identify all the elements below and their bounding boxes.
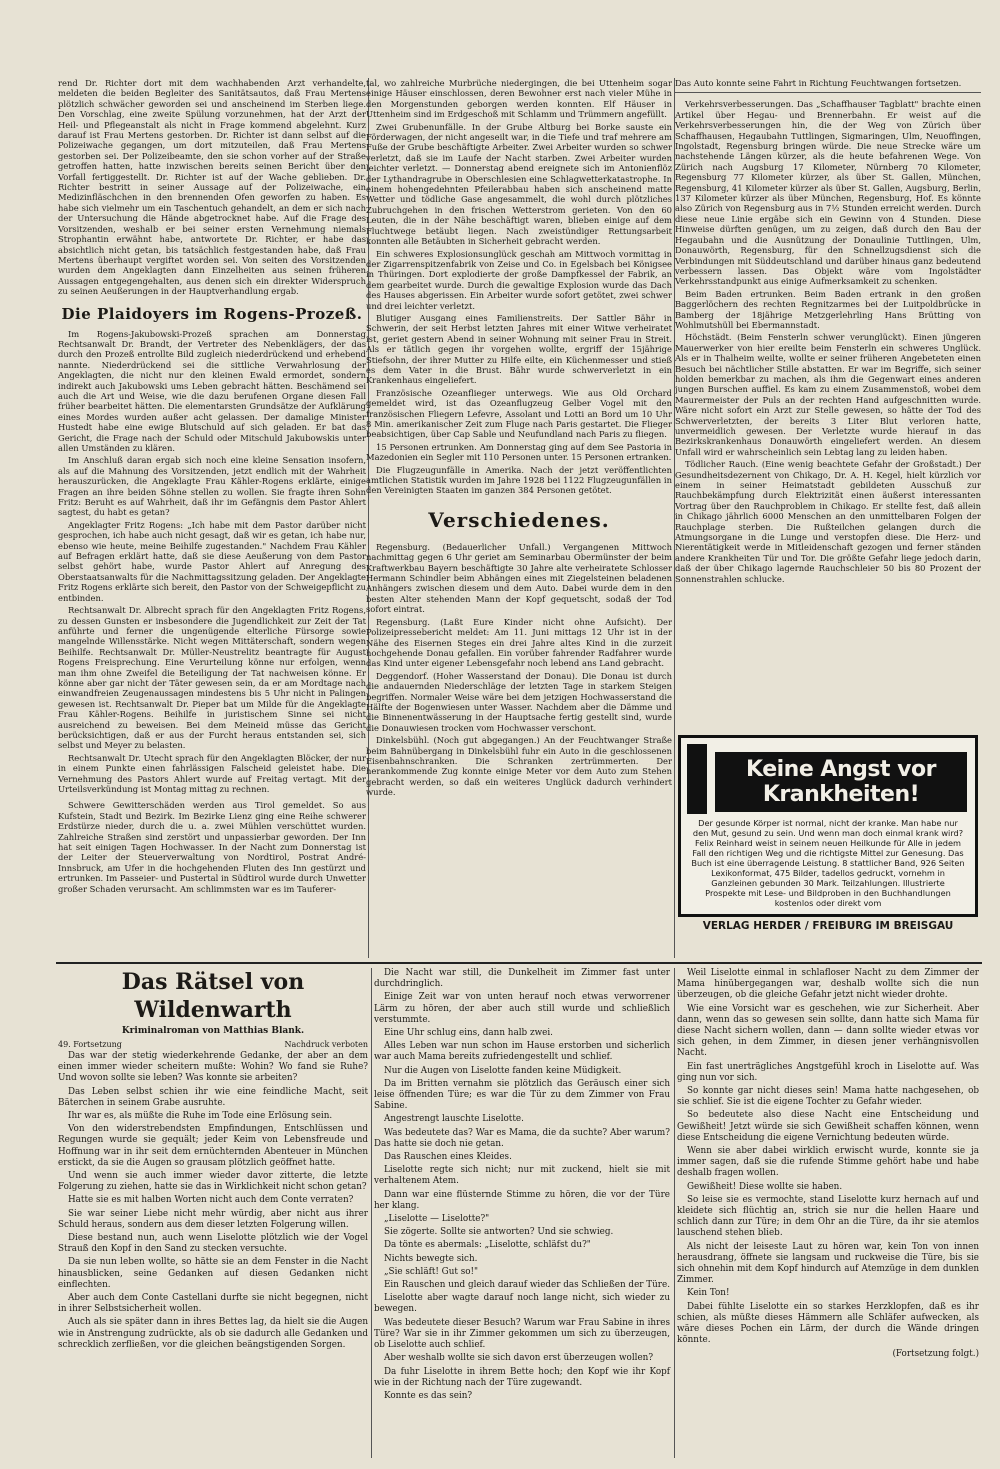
novel-paragraph: Einige Zeit war von unten herauf noch etwas verworrener Lärm zu hören, der aber auch still wurde und schließlich verstummte.	[374, 992, 670, 1025]
novel-paragraph: Aber auch dem Conte Castellani durfte sie nicht begegnen, nicht in ihrer Selbstsicherheit wollen.	[58, 1293, 368, 1315]
article-paragraph: Rechtsanwalt Dr. Albrecht sprach für den Angeklagten Fritz Rogens, zu dessen Gunsten er insbesondere die Jugendlichkeit zur Zeit der Tat anführte und ferner die ungenügende elterliche Fürsorge sowie mangelnde Willensstärke. Nicht wegen Mittäterschaft, sondern wegen Beihilfe. Rechtsanwalt Dr. Müller-Neustrelitz beantragte für August Rogens Freisprechung. Eine Verurteilung könne nur erfolgen, wenn man ihm ohne Zweifel die Beteiligung der Tat nachweisen könne. Er könne aber gar nicht der Täter gewesen sein, da er am Mordtage nach einwandfreien Zeugenaussagen mindestens bis 5 Uhr nicht in Palingen gewesen ist. Rechtsanwalt Dr. Pieper bat um Milde für die Angeklagte Frau Kähler-Rogens. Beihilfe in juristischem Sinne sei nicht ausreichend zu beweisen. Bei dem Meineid müsse das Gericht berücksichtigen, daß er aus der Furcht heraus entstanden sei, sich selbst und Meyer zu belasten.	[58, 605, 366, 751]
novel-paragraph: Ein fast unerträgliches Angstgefühl kroch in Liselotte auf. Was ging nun vor sich.	[677, 1061, 979, 1083]
column-1	[58, 78, 366, 958]
article-paragraph: Das Auto konnte seine Fahrt in Richtung Feuchtwangen fortsetzen.	[675, 78, 962, 88]
novel-paragraph: Kein Ton!	[687, 1288, 730, 1299]
novel-paragraph: Alles Leben war nun schon im Hause erstorben und sicherlich war auch Mama bereits zufriedengestellt und schlief.	[374, 1041, 670, 1063]
novel-paragraph: Auch als sie später dann in ihres Bettes lag, da hielt sie die Augen wie in Anstrengung zudrückte, als ob sie dadurch alle Gedanken und schrecklich zerfließen, vor die gleichen beängstigenden Sorgen.	[58, 1317, 368, 1350]
novel-paragraph: „Liselotte — Liselotte?"	[384, 1214, 490, 1225]
novel-paragraph: Ihr war es, als müßte die Ruhe im Tode eine Erlösung sein.	[68, 1111, 333, 1122]
article-paragraph: Schwere Gewitterschäden werden aus Tirol gemeldet. So aus Kufstein, Stadt und Bezirk. Im Bezirke Lienz ging eine Reihe schwerer Erdstürze nieder, durch die u. a. zwei Mühlen verschüttet wurden. Zahlreiche Straßen sind zerstört und unpassierbar geworden. Der Inn hat seit einigen Tagen Hochwasser. In der Nacht zum Donnerstag ist der Leiter der Steuerverwaltung von Nordtirol, Postrat André-Innsbruck, am Ufer in die hochgehenden Fluten des Inn gestürzt und ertrunken. Im Passeier- und Pustertal in Südtirol wurde durch Unwetter großer Schaden verursacht. Am schlimmsten war es im Tauferer-	[58, 800, 366, 894]
column-divider	[674, 968, 675, 1458]
article-paragraph: Rechtsanwalt Dr. Utecht sprach für den Angeklagten Blöcker, der nur in einem Punkte einen fahrlässigen Falscheid geleistet habe. Die Vernehmung des Pastors Ahlert wurde auf Freitag vertagt. Mit der Urteilsverkündung ist Montag mittag zu rechnen.	[58, 752, 366, 794]
novel-paragraph: Das war der stetig wiederkehrende Gedanke, der aber an dem einen immer wieder scheitern mußte: Wohin? Wo fand sie Ruhe? Und wovon sollte sie leben? Was konnte sie arbeiten?	[58, 1051, 368, 1084]
article-paragraph: Ein schweres Explosionsunglück geschah am Mittwoch vormittag in der Zigarrenspitzenfabrik von Zeise und Co. in Egelsbach bei Königsee in Thüringen. Dort explodierte der große Dampfkessel der Fabrik, an dem gearbeitet wurde. Durch die gewaltige Explosion wurde das Dach des Hauses abgerissen. Ein Arbeiter wurde sofort getötet, zwei schwer und drei leichter verletzt.	[366, 248, 672, 311]
advertisement[interactable]	[678, 735, 978, 932]
ad-publisher: VERLAG HERDER / FREIBURG IM BREISGAU	[687, 914, 969, 932]
article-paragraph: Dinkelsbühl. (Noch gut abgegangen.) An der Feuchtwanger Straße beim Bahnübergang in Dinkelsbühl fuhr ein Auto in die geschlossenen Eisenbahnschranken. Die Schranken zertrümmerten. Der herankommende Zug konnte einige Meter vor dem Auto zum Stehen gebracht werden, so daß ein weiteres Unglück dadurch verhindert wurde.	[366, 735, 672, 798]
article-paragraph: rend Dr. Richter dort mit dem wachhabenden Arzt verhandelte, meldeten die beiden Begleiter des Sanitätsautos, daß Frau Mertens plötzlich schwächer geworden sei und anscheinend im Sterben liege. Den Vorschlag, eine zweite Spülung vorzunehmen, hat der Arzt der Heil- und Pflegeanstalt als nicht in Frage kommend abgelehnt. Kurz darauf ist Frau Mertens gestorben. Dr. Richter ist dann selbst auf die Polizeiwache gegangen, um dort mitzuteilen, daß Frau Mertens gestorben sei. Der Polizeibeamte, den sie schon vorher auf der Straße getroffen hatten, hatte inzwischen bereits seinen Bericht über den Vorfall fertiggestellt. Dr. Richter ist auf der Wache geblieben. Dr. Richter bestritt in seiner Aussage auf der Polizeiwache, ein Medizinfläschchen in den brennenden Ofen geworfen zu haben. Es habe sich vielmehr um ein Taschentuch gehandelt, an dem er sich nach der Untersuchung die Hände abgetrocknet habe. Auf die Frage des Vorsitzenden, weshalb er bei seiner ersten Vernehmung niemals Strophantin erwähnt habe, antwortete Dr. Richter, er habe das absichtlich nicht getan, bis tatsächlich festgestanden habe, daß Frau Mertens überhaupt vergiftet worden sei. Von seiten des Vorsitzenden wurden dem Angeklagten dann Einzelheiten aus seinen früheren Aussagen entgegengehalten, aus denen sich ein direkter Widerspruch zu seinen Aeußerungen in der Hauptverhandlung ergab.	[58, 78, 366, 297]
ad-body: Der gesunde Körper ist normal, nicht der kranke. Man habe nur den Mut, gesund zu sein. Und wenn man doch einmal krank wird? Felix Reinhard weist in seinem neuen Heilkunde für Alle in jedem Fall den richtigen Weg und die richtigste Mittel zur Genesung. Das Buch ist eine überragende Leistung. 8 stattlicher Band, 926 Seiten Lexikonformat, 475 Bilder, tadellos gedruckt, vornehm in Ganzleinen gebunden 30 Mark. Teilzahlungen. Illustrierte Prospekte mit Lese- und Bildproben in den Buchhandlungen kostenlos oder direkt vom	[691, 818, 965, 908]
novel-paragraph: Liselotte regte sich nicht; nur mit zuckend, hielt sie mit verhaltenem Atem.	[374, 1165, 670, 1187]
novel-paragraph: Konnte es das sein?	[384, 1390, 473, 1401]
novel-paragraph: So konnte gar nicht dieses sein! Mama hatte nachgesehen, ob sie schlief. Sie ist die eigene Tochter zu Gefahr wieder.	[677, 1086, 979, 1108]
novel-paragraph: Weil Liselotte einmal in schlafloser Nacht zu dem Zimmer der Mama hinübergegangen war, deshalb wollte sich die nun überzeugen, ob die gleiche Gefahr jetzt nicht wieder drohte.	[677, 968, 979, 1001]
novel-paragraph: Die Nacht war still, die Dunkelheit im Zimmer fast unter durchdringlich.	[374, 968, 670, 990]
column-3	[675, 78, 981, 728]
section-heading: Verschiedenes.	[428, 507, 610, 532]
novel-paragraph: Nur die Augen von Liselotte fanden keine Müdigkeit.	[384, 1065, 622, 1076]
novel-paragraph: Ein Rauschen und gleich darauf wieder das Schließen der Türe.	[384, 1280, 671, 1291]
article-paragraph: 15 Personen ertrunken. Am Donnerstag ging auf dem See Pastoria in Mazedonien ein Segler mit 110 Personen unter. 15 Personen ertranken.	[366, 441, 672, 463]
novel-paragraph: Da im Britten vernahm sie plötzlich das Geräusch einer sich leise öffnenden Türe; es war die Tür zu dem Zimmer von Frau Sabine.	[374, 1078, 670, 1112]
novel-paragraph: Von den widerstrebendsten Empfindungen, Entschlüssen und Regungen wurde sie gequält; jeder Keim von Lebensfreude und Hoffnung war in ihr seit dem ernüchternden Abenteuer in München erstickt, da sie die Augen so grausam plötzlich geöffnet hatte.	[58, 1124, 368, 1168]
novel-paragraph: Diese bestand nun, auch wenn Liselotte plötzlich wie der Vogel Strauß den Kopf in den Sand zu stecken versuchte.	[58, 1233, 368, 1255]
novel-paragraph: Aber weshalb wollte sie sich davon erst überzeugen wollen?	[384, 1353, 654, 1364]
article-paragraph: Deggendorf. (Hoher Wasserstand der Donau). Die Donau ist durch die andauernden Niederschläge der letzten Tage in starkem Steigen begriffen. Normaler Weise wäre bei dem jetzigen Hochwasserstand die Hälfte der Bogenwiesen unter Wasser. Nachdem aber die Dämme und die Binnenentwässerung in der Hauptsache fertig gestellt sind, wurde die Donauwiesen trocken vom Hochwasser verschont.	[366, 670, 672, 733]
novel-paragraph: Sie war seiner Liebe nicht mehr würdig, aber nicht aus ihrer Schuld heraus, sondern aus dem dieser letzten Folgerung willen.	[58, 1208, 368, 1230]
ad-black-block	[687, 744, 707, 814]
divider	[675, 92, 981, 93]
article-paragraph: Angeklagter Fritz Rogens: „Ich habe mit dem Pastor darüber nicht gesprochen, ich habe auch nicht gesagt, daß wir es getan, ich habe nur, ebenso wie heute, meine Beihilfe zugestanden." Nachdem Frau Kähler auf Befragen erklärt hatte, daß sie diese Aeußerung von dem Pastor selbst gehört habe, wurde Pastor Ahlert auf Anregung des Oberstaatsanwalts für die Nachmittagssitzung geladen. Der Angeklagte Fritz Rogens erklärte sich bereit, den Pastor von der Schweigepflicht zu entbinden.	[58, 519, 366, 603]
novel-part: 49. Fortsetzung	[58, 1040, 122, 1049]
article-paragraph: Die Flugzeugunfälle in Amerika. Nach der jetzt veröffentlichten amtlichen Statistik wurden im Jahre 1928 bei 1122 Flugzeugunfällen in den Vereinigten Staaten im ganzen 384 Personen getötet.	[366, 464, 672, 496]
novel-paragraph: Da fuhr Liselotte in ihrem Bette hoch; den Kopf wie ihr Kopf wie in der Richtung nach der Türe zugewandt.	[374, 1366, 670, 1388]
article-paragraph: Blutiger Ausgang eines Familienstreits. Der Sattler Bähr in Schwerin, der seit Herbst letzten Jahres mit einer Witwe verheiratet ist, geriet gestern Abend in seiner Wohnung mit seiner Frau in Streit. Als er tätlich gegen ihr vorgehen wollte, ergriff der 15jährige Stiefsohn, der ihrer Mutter zu Hilfe eilte, ein Küchenmesser und stieß es dem Vater in die Brust. Bähr wurde schwerverletzt in ein Krankenhaus eingeliefert.	[366, 312, 672, 386]
article-paragraph: Im Rogens-Jakubowski-Prozeß sprachen am Donnerstag Rechtsanwalt Dr. Brandt, der Vertreter des Nebenklägers, der das durch den Prozeß entrollte Bild zugleich niederdrückend und erhebend nannte. Niederdrückend sei die sittliche Verwahrlosung der Angeklagten, die nicht nur den kleinen Ewald ermordet, sondern indirekt auch Jakubowski ums Leben gebracht hätten. Beschämend sei auch die Art und Weise, wie die dazu berufenen Organe diesen Fall früher bearbeitet hätten. Die elementarsten Grundsätze der Aufklärung eines Mordes wurden außer acht gelassen. Der damalige Minister Hustedt habe eine ewige Blutschuld auf sich geladen. Er bat das Gericht, die Frage nach der Schuld oder Mitschuld Jakubowskis unter allen Umständen zu klären.	[58, 328, 366, 453]
novel-paragraph: Und wenn sie auch immer wieder davor zitterte, die letzte Folgerung zu ziehen, hatte sie das in Wirklichkeit nicht schon getan?	[58, 1171, 368, 1193]
novel-paragraph: Hatte sie es mit halben Worten nicht auch dem Conte verraten?	[68, 1195, 354, 1206]
novel-subtitle: Kriminalroman von Matthias Blank.	[121, 1026, 305, 1036]
article-paragraph: Verkehrsverbesserungen. Das „Schaffhauser Tagblatt" brachte einen Artikel über Hegau- und Brennerbahn. Er weist auf die Verkehrsverbesserungen hin, die der Weg von Zürich über Schaffhausen, Hegaubahn Tuttlingen, Sigmaringen, Ulm, Neuoffingen, Ingolstadt, Regensburg bringen würde. Die neue Strecke wäre um nachstehende Längen kürzer, als die heute befahrenen Wege. Von Zürich nach Augsburg 17 Kilometer, Nürnberg 70 Kilometer, Regensburg 77 Kilometer kürzer, als über St. Gallen, München, Regensburg, 41 Kilometer kürzer als über St. Gallen, Augsburg, Berlin, 137 Kilometer kürzer als über München, Regensburg, Hof. Es könnte also Zürich von Regensburg aus in 7½ Stunden erreicht werden. Durch diese neue Linie ergäbe sich ein Gewinn von 4 Stunden. Diese Hinweise dürften genügen, um zu zeigen, daß durch den Bau der Hegaubahn und die Ausnützung der Donaulinie Tuttlingen, Ulm, Donauwörth, Regensburg, für den Schnellzugsdienst sich die Verbindungen mit Süddeutschland und darüber hinaus ganz bedeutend verbessern lassen. Das Objekt wäre vom Ingolstädter Verkehrsstandpunkt aus einige Aufmerksamkeit zu schenken.	[675, 99, 981, 287]
novel-column-3	[677, 968, 979, 1458]
novel-title: Das Rätsel von Wildenwarth	[121, 969, 305, 1023]
novel-paragraph: Dabei fühlte Liselotte ein so starkes Herzklopfen, daß es ihr schien, als müßte dieses Hämmern alle Schläfer aufwecken, als wäre dieses Pochen ein Lärm, der durch die Wände dringen könnte.	[677, 1301, 979, 1346]
article-paragraph: Tödlicher Rauch. (Eine wenig beachtete Gefahr der Großstadt.) Der Gesundheitsdezernent von Chikago, Dr. A. H. Kegel, hielt kürzlich vor einem in seiner Heimatstadt gebildeten Ausschuß zur Rauchbekämpfung durch Elektrizität einen äußerst interessanten Vortrag über den Rauchproblem in Chikago. Er stellte fest, daß allein in Chikago jährlich 6000 Menschen an den unmittelbaren Folgen der Rauchplage sterben. Die Rußteilchen gelangen durch die Atmungsorgane in die Lunge und verstopfen diese. Die Herz- und Nierentätigkeit werde in Mitleidenschaft gezogen und ferner ständen andere Krankheiten Tür und Tor. Die größte Gefahr liege jedoch darin, daß der über Chikago lagernde Rauchschleier 50 bis 80 Prozent der Sonnenstrahlen schlucke.	[675, 459, 981, 584]
novel-paragraph: Nichts bewegte sich.	[384, 1253, 478, 1264]
novel-paragraph: Das Leben selbst schien ihr wie eine feindliche Macht, seit Bäterchen in seinem Grabe ausruhte.	[58, 1086, 368, 1108]
novel-paragraph: „Sie schläft! Gut so!"	[384, 1266, 479, 1277]
novel-column-1	[58, 968, 368, 1458]
article-paragraph: Beim Baden ertrunken. Beim Baden ertrank in den großen Baggerlöchern des rechten Regnitzarmes bei der Luitpoldbrücke in Bamberg der 18jährige Metzgerlehrling Hans Brütting von Wohlmutshüll bei Ebermannstadt.	[675, 288, 981, 330]
novel-paragraph: Wenn sie aber dabei wirklich erwischt wurde, konnte sie ja immer sagen, daß sie die rufende Stimme gehört habe und habe deshalb fragen wollen.	[677, 1146, 979, 1179]
novel-paragraph: Was bedeutete dieser Besuch? Warum war Frau Sabine in ihres Türe? War sie in ihr Zimmer gekommen um sich zu überzeugen, ob Liselotte auch schlief.	[374, 1317, 670, 1351]
article-paragraph: Zwei Grubenunfälle. In der Grube Altburg bei Borke sauste ein Förderwagen, der nicht angeseilt war, in die Tiefe und traf mehrere am Fuße der Grube beschäftigte Arbeiter. Zwei Arbeiter wurden so schwer verletzt, daß sie im Laufe der Nacht starben. Zwei Arbeiter wurden leichter verletzt. — Donnerstag abend ereignete sich im Antonienflöz der Lythandragrube in Oberschlesien eine Schlagwetterkatastrophe. In einem hohengedehnten Pfeilerabbau haben sich anscheinend matte Wetter und tödliche Gase angesammelt, die wohl durch plötzliches Zubruchgehen in den frischen Wetterstrom gerieten. Von den 60 Leuten, die in der Nähe beschäftigt waren, blieben einige auf dem Fluchtwege betäubt liegen. Nach zweistündiger Rettungsarbeit konnten alle Betäubten in Sicherheit gebracht werden.	[366, 121, 672, 247]
section-rule	[56, 962, 982, 964]
continued-note: (Fortsetzung folgt.)	[892, 1348, 979, 1359]
reprint-notice: Nachdruck verboten	[284, 1040, 368, 1049]
novel-paragraph: So leise sie es vermochte, stand Liselotte kurz hernach auf und kleidete sich flüchtig an, strich sie nur die hellen Haare und schlich dann zur Türe; in dem Ohr an die Türe, da ihr sie atemlos lauschend stehen blieb.	[677, 1194, 979, 1239]
novel-paragraph: So bedeutete also diese Nacht eine Entscheidung und Gewißheit! Jetzt würde sie sich Gewißheit schaffen können, wenn diese Entscheidung die eigene Vernichtung bedeuten würde.	[677, 1110, 979, 1143]
novel-paragraph: Da tönte es abermals: „Liselotte, schläfst du?"	[384, 1240, 591, 1251]
article-paragraph: Im Anschluß daran ergab sich noch eine kleine Sensation insofern, als auf die Mahnung des Vorsitzenden, jetzt endlich mit der Wahrheit herauszurücken, die Angeklagte Frau Kähler-Rogens erklärte, einige Fragen an ihre beiden Söhne stellen zu wollen. Sie fragte ihren Sohn Fritz: Beruht es auf Wahrheit, daß ihr im Gefängnis dem Pastor Ahlert sagtest, du habt es getan?	[58, 455, 366, 518]
novel-paragraph: Liselotte aber wagte darauf noch lange nicht, sich wieder zu bewegen.	[374, 1293, 670, 1315]
novel-paragraph: Eine Uhr schlug eins, dann halb zwei.	[384, 1028, 553, 1039]
novel-paragraph: Da sie nun leben wollte, so hätte sie an dem Fenster in die Nacht hinausblicken, seine Gedanken auf diesen Gedanken nicht einflechten.	[58, 1257, 368, 1290]
article-paragraph: Regensburg. (Bedauerlicher Unfall.) Vergangenen Mittwoch nachmittag gegen 6 Uhr geriet am Seminarbau Obermünster der beim Kraftwerkbau Bayern beschäftigte 30 Jahre alte verheiratete Schlosser Hermann Schindler beim Abhängen eines mit Ziegelsteinen beladenen Anhängers zwischen diesem und dem Auto. Dabei wurde dem in den besten Alter stehenden Mann der Kopf gequetscht, sodaß der Tod sofort eintrat.	[366, 541, 672, 615]
article-paragraph: Höchstädt. (Beim Fensterln schwer verunglückt). Einen jüngeren Mauerwerker von hier ereilte beim Fensterln ein schweres Unglück. Als er in Thalheim weilte, wollte er seiner früheren Angebeteten einen Besuch bei nächtlicher Stille abstatten. Er war im Begriffe, sich seiner holden bemerkbar zu machen, als ihm die Gegenwart eines anderen jungen Burschen auffiel. Es kam zu einem Zusammenstoß, wobei dem Maurermeister der Puls an der rechten Hand aufgeschnitten wurde. Wäre nicht sofort ein Arzt zur Stelle gewesen, so hätte der Tod des Schwerverletzten, der bereits 3 Liter Blut verloren hatte, unvermeidlich gewesen. Der Verletzte wurde hierauf in das Bezirkskrankenhaus Donauwörth eingeliefert werden. An diesem Unfall wird er wahrscheinlich sein Lebtag lang zu leiden haben.	[675, 332, 981, 457]
article-paragraph: Regensburg. (Laßt Eure Kinder nicht ohne Aufsicht). Der Polizeipressebericht meldet: Am 11. Juni mittags 12 Uhr ist in der Nähe des Eisernen Steges ein drei Jahre altes Kind in die zurzeit hochgehende Donau gefallen. Ein vorüber fahrender Radfahrer wurde das Kind unter eigener Lebensgefahr noch lebend ans Land gebracht.	[366, 616, 672, 669]
novel-paragraph: Dann war eine flüsternde Stimme zu hören, die vor der Türe her klang.	[374, 1189, 670, 1211]
column-divider	[371, 968, 372, 1458]
novel-paragraph: Gewißheit! Diese wollte sie haben.	[687, 1181, 843, 1192]
novel-paragraph: Das Rauschen eines Kleides.	[384, 1152, 512, 1163]
novel-paragraph: Angestrengt lauschte Liselotte.	[384, 1114, 524, 1125]
novel-paragraph: Was bedeutete das? War es Mama, die da suchte? Aber warum? Das hatte sie doch nie getan.	[374, 1127, 670, 1149]
ad-headline: Keine Angst vor Krankheiten!	[715, 752, 967, 812]
novel-meta	[58, 1040, 368, 1049]
novel-column-2	[374, 968, 670, 1458]
novel-paragraph: Als nicht der leiseste Laut zu hören war, kein Ton von innen herausdrang, öffnete sie langsam und ruckweise die Türe, bis sie sich ohnehin mit dem Kopf hindurch auf Atemzüge in dem dunklen Zimmer.	[677, 1241, 979, 1286]
article-paragraph: tal, wo zahlreiche Murbrüche niedergingen, die bei Uttenheim sogar einige Häuser einschlossen, deren Bewohner erst nach vieler Mühe in den Morgenstunden geborgen werden konnten. Elf Häuser in Uttenheim sind im Erdgeschoß mit Schlamm und Trümmern angefüllt.	[366, 78, 672, 120]
column-2	[366, 78, 672, 958]
article-heading: Die Plaidoyers im Rogens-Prozeß.	[61, 304, 363, 323]
novel-paragraph: Wie eine Vorsicht war es geschehen, wie zur Sicherheit. Aber dann, wenn das so gewesen sein sollte, dann hatte sich Mama für diese Nacht sichern wollen, dann — dann sollte wieder etwas vor sich gehen, in dem Zimmer, in diesen jener verhängnisvollen Nacht.	[677, 1003, 979, 1059]
article-paragraph: Französische Ozeanflieger unterwegs. Wie aus Old Orchard gemeldet wird, ist das Ozeanflugzeug Gelber Vogel mit den französischen Fliegern Lefevre, Assolant und Lotti an Bord um 10 Uhr 8 Min. amerikanischer Zeit zum Fluge nach Paris gestartet. Die Flieger beabsichtigen, über Cap Sable und Neufundland nach Paris zu fliegen.	[366, 387, 672, 440]
novel-paragraph: Sie zögerte. Sollte sie antworten? Und sie schwieg.	[384, 1227, 614, 1238]
